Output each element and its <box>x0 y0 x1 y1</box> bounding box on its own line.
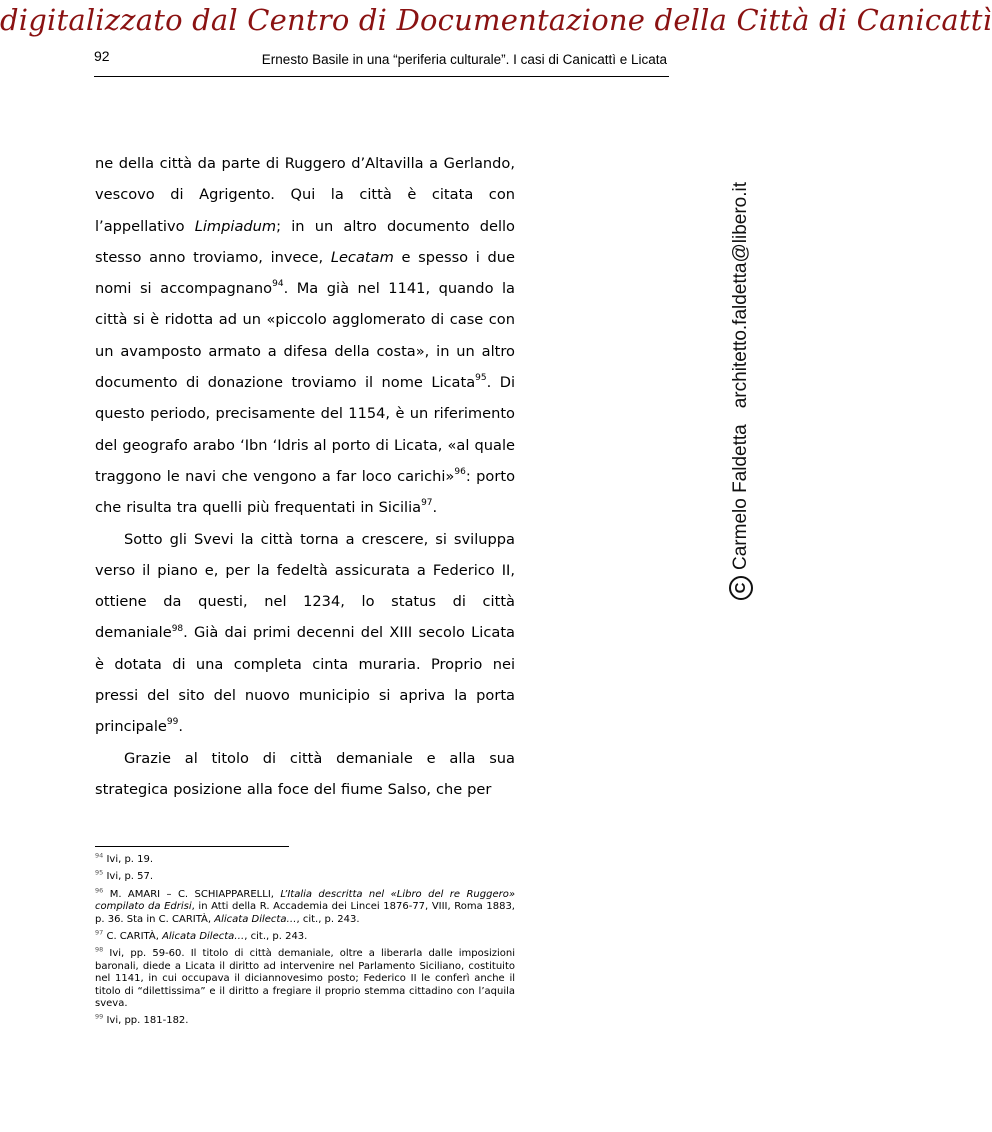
text-run: ne della città da parte di Ruggero d’Altavilla a Gerlando, vescovo di Agrigento. Qui la città è citata con l’appellativo <box>95 155 515 235</box>
footnote-number: 98 <box>95 946 104 955</box>
footnote-number: 97 <box>95 928 104 937</box>
text-run: Grazie al titolo di città demaniale e alla sua strategica posizione alla foce del fiume Salso, che per <box>95 749 515 798</box>
footnote-ref[interactable]: 98 <box>171 623 184 634</box>
footnote-italic: L’Italia descritta nel «Libro del re Ruggero» compilato da Edrisi <box>95 888 515 913</box>
footnote-ref[interactable]: 94 <box>272 279 284 290</box>
credit-email[interactable]: architetto.faldetta@libero.it <box>730 181 751 409</box>
footnote-number: 99 <box>95 1013 104 1022</box>
running-title: Ernesto Basile in una “periferia culturale”. I casi di Canicattì e Licata <box>261 52 667 67</box>
footnote-text: , cit., p. 243. <box>296 913 360 925</box>
text-run: Sotto gli Svevi la città torna a crescere, si sviluppa verso il piano e, per la fedeltà assicurata a Federico II, ottiene da questi, nel 1234, lo status di città demaniale <box>95 530 515 642</box>
copyright-icon: C <box>729 576 753 600</box>
footnote-94 <box>95 851 515 866</box>
copyright-credit <box>728 182 754 600</box>
footnotes <box>95 851 515 1033</box>
footnote-ref[interactable]: 96 <box>454 467 466 478</box>
footnote-italic: Alicata Dilecta… <box>214 913 297 925</box>
page-number: 92 <box>94 48 110 64</box>
footnote-text: C. CARITÀ, <box>103 931 163 943</box>
text-run: e spesso i due nomi si accompagnano <box>95 248 516 298</box>
footnote-ref[interactable]: 97 <box>421 498 433 509</box>
footnote-separator <box>95 846 289 847</box>
text-run: . <box>178 718 183 736</box>
text-run: . Ma già nel 1141, quando la città si è ridotta ad un «piccolo agglomerato di case con un avamposto armato a difesa della costa», in un altro documento di donazione troviamo il nome Licata <box>95 280 515 392</box>
footnote-number: 94 <box>95 851 104 860</box>
digitization-banner <box>0 0 992 40</box>
italic-term: Limpiadum <box>194 217 277 235</box>
footnote-number: 96 <box>95 886 104 895</box>
main-text <box>95 148 515 805</box>
text-run: . <box>432 499 438 517</box>
footnote-text: Ivi, pp. 181-182. <box>103 1015 189 1027</box>
footnote-95 <box>95 871 515 883</box>
footnote-97 <box>95 928 515 943</box>
text-run: ; in un altro documento dello stesso anno troviamo, invece, <box>95 217 515 266</box>
footnote-ref[interactable]: 99 <box>166 717 179 728</box>
footnote-ref[interactable]: 95 <box>475 373 487 384</box>
footnote-italic: Alicata Dilecta… <box>162 931 245 943</box>
footnote-number: 95 <box>95 869 104 878</box>
credit-author: Carmelo Faldetta <box>730 424 751 570</box>
footnote-text: , in Atti della R. Accademia dei Lincei 1876-77, VIII, Roma 1883, p. 36. Sta in C. CARITÀ, <box>95 901 515 925</box>
text-run: : porto che risulta tra quelli più frequentati in Sicilia <box>95 467 515 517</box>
paragraph-1 <box>95 148 515 524</box>
header-rule <box>94 76 669 77</box>
paragraph-2 <box>95 524 515 743</box>
footnote-text: Ivi, pp. 59-60. Il titolo di città demaniale, oltre a liberarla dalle imposizioni baronali, diede a Licata il diritto ad intervenire nel Parlamento Siciliano, costituito nel 1141, in cui occupava il diciannovesimo posto; Federico II le conferì anche il titolo di “dilettissima” e il diritto a fregiare il proprio stemma cittadino con l’aquila sveva. <box>95 948 515 1010</box>
text-run: . Già dai primi decenni del XIII secolo Licata è dotata di una completa cinta muraria. Proprio nei pressi del sito del nuovo municipio si apriva la porta principale <box>95 624 515 736</box>
banner-text: digitalizzato dal Centro di Documentazione della Città di Canicattì <box>0 3 992 37</box>
italic-term: Lecatam <box>330 248 394 266</box>
footnote-text: , cit., p. 243. <box>244 931 308 943</box>
footnote-text: Ivi, p. 19. <box>103 854 154 865</box>
footnote-98 <box>95 948 515 1010</box>
footnote-text: M. AMARI – C. SCHIAPPARELLI, <box>103 888 281 900</box>
text-run: . Di questo periodo, precisamente del 1154, è un riferimento del geografo arabo ‘Ibn ‘Idris al porto di Licata, «al quale traggono le navi che vengono a far loco carichi» <box>95 374 515 485</box>
paragraph-3 <box>95 743 515 806</box>
footnote-text: Ivi, p. 57. <box>103 871 154 883</box>
footnote-99 <box>95 1015 515 1027</box>
footnote-96 <box>95 886 515 926</box>
